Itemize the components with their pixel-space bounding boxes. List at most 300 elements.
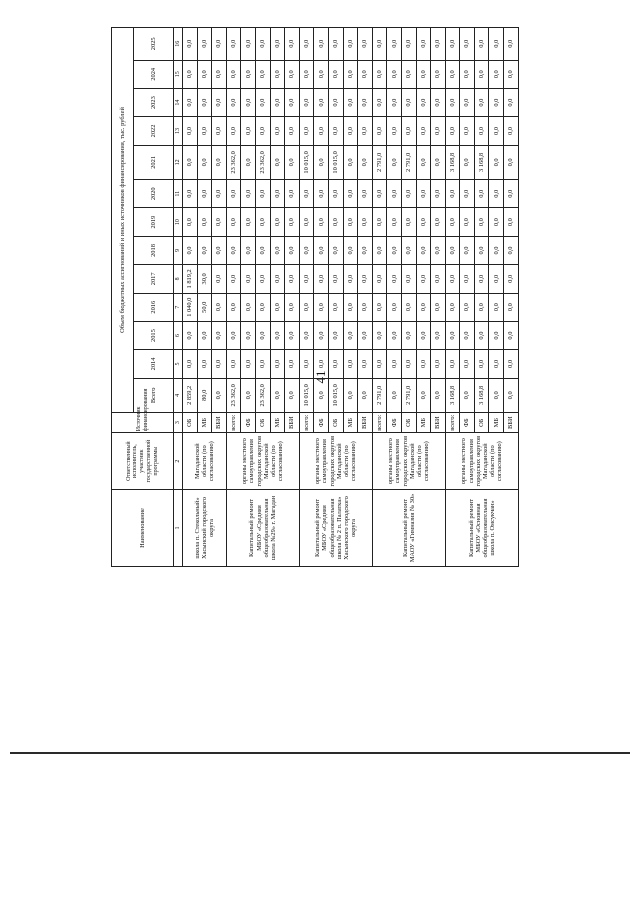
value-year: 0,0 (212, 321, 227, 349)
column-index: 14 (174, 88, 183, 116)
value-total: 0,0 (270, 378, 285, 412)
funding-source: ВБИ (504, 413, 519, 433)
value-year: 0,0 (270, 28, 285, 61)
header-year: 2019 (134, 208, 174, 236)
table-row (372, 28, 387, 567)
value-year: 0,0 (299, 28, 314, 61)
column-index: 13 (174, 117, 183, 145)
value-year: 0,0 (401, 236, 416, 264)
value-year: 0,0 (314, 145, 329, 179)
column-index: 5 (174, 350, 183, 378)
column-index: 4 (174, 378, 183, 412)
value-year: 0,0 (431, 350, 446, 378)
value-year: 0,0 (445, 60, 460, 88)
value-year: 0,0 (416, 321, 431, 349)
funding-source: МБ (416, 413, 431, 433)
value-year: 0,0 (372, 60, 387, 88)
value-year: 0,0 (212, 208, 227, 236)
value-year: 0,0 (504, 208, 519, 236)
value-year: 0,0 (241, 28, 256, 61)
value-year: 0,0 (183, 28, 198, 61)
value-year: 23 362,0 (226, 145, 241, 179)
value-year: 0,0 (270, 145, 285, 179)
executor-name: органы местного самоуправления городских округов Магаданской области (по согласованию) (445, 433, 518, 490)
value-year: 0,0 (489, 60, 504, 88)
index-row (174, 28, 183, 567)
value-year: 0,0 (372, 208, 387, 236)
value-year: 0,0 (387, 321, 402, 349)
value-year: 0,0 (358, 88, 373, 116)
value-year: 1 819,2 (183, 265, 198, 293)
value-year: 0,0 (299, 236, 314, 264)
value-year: 0,0 (285, 60, 300, 88)
object-name: Капитальный ремонт МБОУ «Средняя общеобразовательная школа № 2 п. Палатка» Хасынского городского округа (299, 490, 372, 567)
value-year: 0,0 (241, 350, 256, 378)
value-total: 0,0 (387, 378, 402, 412)
value-year: 0,0 (489, 88, 504, 116)
value-total: 2 859,2 (183, 378, 198, 412)
value-year: 0,0 (328, 321, 343, 349)
value-year: 0,0 (445, 28, 460, 61)
value-year: 0,0 (401, 180, 416, 208)
value-year: 30,0 (197, 265, 212, 293)
value-year: 0,0 (387, 60, 402, 88)
value-total: 0,0 (504, 378, 519, 412)
page-number: 41 (313, 370, 328, 384)
value-year: 0,0 (416, 88, 431, 116)
value-year: 0,0 (255, 60, 270, 88)
value-year: 3 168,8 (474, 145, 489, 179)
value-year: 0,0 (212, 145, 227, 179)
value-year: 0,0 (445, 293, 460, 321)
value-year: 0,0 (299, 60, 314, 88)
value-year: 0,0 (299, 180, 314, 208)
value-year: 0,0 (328, 350, 343, 378)
value-total: 0,0 (343, 378, 358, 412)
funding-source: всего: (445, 413, 460, 433)
value-year: 0,0 (285, 117, 300, 145)
value-year: 0,0 (212, 180, 227, 208)
value-year: 0,0 (474, 208, 489, 236)
value-year: 0,0 (504, 321, 519, 349)
value-year: 0,0 (197, 88, 212, 116)
value-year: 0,0 (401, 60, 416, 88)
value-year: 0,0 (474, 117, 489, 145)
header-source: Источник финансирования (112, 413, 174, 433)
value-year: 0,0 (504, 60, 519, 88)
value-year: 0,0 (474, 321, 489, 349)
value-year: 0,0 (183, 60, 198, 88)
value-year: 0,0 (387, 350, 402, 378)
value-year: 0,0 (343, 145, 358, 179)
value-year: 0,0 (474, 88, 489, 116)
value-year: 0,0 (445, 88, 460, 116)
executor-name: Магаданской области (по согласованию) (183, 433, 227, 490)
value-year: 0,0 (416, 236, 431, 264)
value-total: 0,0 (212, 378, 227, 412)
value-year: 0,0 (255, 208, 270, 236)
value-year: 0,0 (372, 236, 387, 264)
value-year: 0,0 (212, 88, 227, 116)
value-year: 0,0 (460, 321, 475, 349)
value-year: 0,0 (489, 180, 504, 208)
value-year: 0,0 (212, 117, 227, 145)
value-year: 0,0 (241, 236, 256, 264)
value-year: 0,0 (328, 208, 343, 236)
funding-source: МБ (197, 413, 212, 433)
value-year: 0,0 (226, 350, 241, 378)
value-year: 0,0 (387, 208, 402, 236)
value-year: 0,0 (372, 293, 387, 321)
funding-table (111, 27, 519, 567)
table-body (183, 28, 519, 567)
value-year: 0,0 (183, 321, 198, 349)
value-year: 0,0 (372, 321, 387, 349)
header-total: Всего (134, 378, 174, 412)
funding-source: ВБИ (212, 413, 227, 433)
value-year: 0,0 (197, 117, 212, 145)
value-year: 0,0 (255, 265, 270, 293)
value-year: 0,0 (241, 117, 256, 145)
column-index: 10 (174, 208, 183, 236)
value-year: 0,0 (372, 350, 387, 378)
value-year: 0,0 (431, 265, 446, 293)
value-year: 0,0 (460, 60, 475, 88)
value-year: 0,0 (285, 28, 300, 61)
value-total: 2 791,0 (401, 378, 416, 412)
header-executor: Ответственный исполнитель, участник государственной программы (112, 433, 174, 490)
value-year: 10 015,0 (328, 145, 343, 179)
value-year: 0,0 (241, 293, 256, 321)
value-year: 0,0 (504, 117, 519, 145)
value-year: 0,0 (226, 117, 241, 145)
value-year: 0,0 (445, 350, 460, 378)
value-total: 23 362,0 (255, 378, 270, 412)
value-year: 0,0 (431, 28, 446, 61)
value-year: 0,0 (270, 88, 285, 116)
value-year: 3 168,8 (445, 145, 460, 179)
value-year: 0,0 (183, 117, 198, 145)
column-index: 1 (174, 490, 183, 567)
value-year: 0,0 (504, 293, 519, 321)
value-year: 0,0 (328, 180, 343, 208)
value-year: 0,0 (226, 265, 241, 293)
value-year: 0,0 (416, 293, 431, 321)
value-total: 0,0 (460, 378, 475, 412)
value-year: 0,0 (314, 28, 329, 61)
value-year: 0,0 (372, 88, 387, 116)
value-year: 0,0 (401, 208, 416, 236)
value-year: 0,0 (226, 208, 241, 236)
value-year: 0,0 (241, 321, 256, 349)
value-year: 0,0 (212, 236, 227, 264)
value-year: 0,0 (226, 88, 241, 116)
table-row (226, 28, 241, 567)
value-year: 0,0 (241, 265, 256, 293)
value-year: 0,0 (474, 293, 489, 321)
value-year: 0,0 (241, 60, 256, 88)
value-year: 0,0 (212, 293, 227, 321)
funding-source: МБ (270, 413, 285, 433)
value-year: 0,0 (387, 117, 402, 145)
value-year: 0,0 (445, 117, 460, 145)
value-year: 0,0 (358, 145, 373, 179)
value-year: 0,0 (328, 293, 343, 321)
value-year: 0,0 (474, 265, 489, 293)
value-year: 0,0 (358, 293, 373, 321)
value-year: 0,0 (314, 293, 329, 321)
value-year: 0,0 (241, 180, 256, 208)
value-year: 0,0 (416, 60, 431, 88)
value-year: 0,0 (416, 145, 431, 179)
object-name: Капитальный ремонт МБОУ «Основная общеобразовательная школа п. Омсукчан» (445, 490, 518, 567)
column-index: 12 (174, 145, 183, 179)
funding-source: ОБ (401, 413, 416, 433)
funding-source: МБ (343, 413, 358, 433)
value-year: 2 791,0 (401, 145, 416, 179)
value-total: 0,0 (314, 378, 329, 412)
value-total: 23 362,0 (226, 378, 241, 412)
value-year: 0,0 (474, 28, 489, 61)
value-total: 0,0 (489, 378, 504, 412)
value-year: 0,0 (504, 28, 519, 61)
value-year: 0,0 (197, 321, 212, 349)
header-year: 2022 (134, 117, 174, 145)
value-year: 0,0 (314, 350, 329, 378)
value-year: 0,0 (401, 293, 416, 321)
value-total: 0,0 (285, 378, 300, 412)
value-year: 0,0 (197, 28, 212, 61)
value-year: 0,0 (416, 28, 431, 61)
column-index: 15 (174, 60, 183, 88)
value-year: 0,0 (358, 60, 373, 88)
value-year: 0,0 (343, 28, 358, 61)
value-year: 0,0 (460, 180, 475, 208)
value-year: 0,0 (358, 180, 373, 208)
value-year: 0,0 (212, 265, 227, 293)
value-year: 0,0 (504, 180, 519, 208)
value-year: 0,0 (460, 145, 475, 179)
value-total: 2 791,0 (372, 378, 387, 412)
value-year: 0,0 (489, 265, 504, 293)
value-year: 0,0 (197, 208, 212, 236)
value-year: 0,0 (343, 117, 358, 145)
value-year: 0,0 (270, 293, 285, 321)
value-year: 0,0 (314, 236, 329, 264)
funding-source: ФБ (460, 413, 475, 433)
header-year: 2020 (134, 180, 174, 208)
value-year: 0,0 (343, 321, 358, 349)
value-year: 0,0 (183, 88, 198, 116)
value-year: 0,0 (299, 293, 314, 321)
value-year: 0,0 (343, 88, 358, 116)
table-row (299, 28, 314, 567)
value-year: 0,0 (401, 117, 416, 145)
value-year: 0,0 (445, 208, 460, 236)
value-year: 0,0 (401, 88, 416, 116)
value-year: 0,0 (358, 28, 373, 61)
value-year: 0,0 (460, 117, 475, 145)
value-year: 0,0 (504, 88, 519, 116)
value-year: 0,0 (431, 60, 446, 88)
value-year: 0,0 (372, 28, 387, 61)
value-year: 0,0 (460, 28, 475, 61)
value-year: 0,0 (416, 265, 431, 293)
header-year: 2024 (134, 60, 174, 88)
value-year: 0,0 (358, 321, 373, 349)
value-year: 0,0 (270, 321, 285, 349)
value-total: 3 168,8 (445, 378, 460, 412)
value-year: 0,0 (387, 265, 402, 293)
column-index: 7 (174, 293, 183, 321)
value-year: 10 015,0 (299, 145, 314, 179)
value-year: 0,0 (460, 88, 475, 116)
header-year: 2014 (134, 350, 174, 378)
value-year: 0,0 (401, 350, 416, 378)
value-year: 0,0 (183, 236, 198, 264)
value-year: 0,0 (299, 208, 314, 236)
value-year: 0,0 (343, 180, 358, 208)
column-index: 2 (174, 433, 183, 490)
value-total: 3 168,8 (474, 378, 489, 412)
header-year: 2018 (134, 236, 174, 264)
column-index: 16 (174, 28, 183, 61)
value-year: 0,0 (416, 117, 431, 145)
value-year: 0,0 (285, 208, 300, 236)
value-year: 0,0 (387, 180, 402, 208)
object-name: школа п. Стекольный» Хасынский городского округа (183, 490, 227, 567)
value-total: 0,0 (358, 378, 373, 412)
value-year: 0,0 (387, 293, 402, 321)
value-year: 0,0 (416, 208, 431, 236)
value-year: 0,0 (489, 28, 504, 61)
value-year: 0,0 (445, 321, 460, 349)
value-year: 50,0 (197, 293, 212, 321)
executor-name: органы местного самоуправления городских округов Магаданской области (по согласованию) (372, 433, 445, 490)
value-year: 0,0 (183, 145, 198, 179)
value-year: 0,0 (489, 293, 504, 321)
value-year: 0,0 (226, 60, 241, 88)
value-year: 0,0 (314, 180, 329, 208)
value-total: 0,0 (416, 378, 431, 412)
value-year: 0,0 (445, 180, 460, 208)
table-row (183, 28, 198, 567)
value-year: 0,0 (285, 293, 300, 321)
value-year: 0,0 (489, 236, 504, 264)
header-year: 2021 (134, 145, 174, 179)
funding-source: ВБИ (285, 413, 300, 433)
object-name: Капитальный ремонт МБОУ «Средняя общеобразовательная школа №29» г. Магадан (226, 490, 299, 567)
funding-source: ВБИ (431, 413, 446, 433)
funding-source: ФБ (387, 413, 402, 433)
header-year: 2023 (134, 88, 174, 116)
scan-border-line (10, 752, 630, 754)
value-year: 0,0 (183, 208, 198, 236)
value-year: 0,0 (416, 350, 431, 378)
column-index: 9 (174, 236, 183, 264)
value-year: 0,0 (212, 350, 227, 378)
value-year: 0,0 (343, 265, 358, 293)
funding-source: всего: (299, 413, 314, 433)
value-year: 0,0 (431, 208, 446, 236)
value-year: 0,0 (445, 236, 460, 264)
value-year: 0,0 (226, 321, 241, 349)
value-year: 0,0 (343, 236, 358, 264)
value-year: 0,0 (328, 265, 343, 293)
value-year: 0,0 (343, 293, 358, 321)
value-year: 0,0 (314, 117, 329, 145)
value-year: 0,0 (343, 60, 358, 88)
value-year: 0,0 (431, 293, 446, 321)
funding-source: ОБ (328, 413, 343, 433)
value-year: 0,0 (299, 88, 314, 116)
value-year: 0,0 (270, 350, 285, 378)
value-year: 0,0 (241, 88, 256, 116)
value-total: 0,0 (431, 378, 446, 412)
value-year: 0,0 (358, 350, 373, 378)
value-year: 0,0 (504, 265, 519, 293)
value-year: 0,0 (431, 88, 446, 116)
value-year: 0,0 (255, 117, 270, 145)
value-year: 0,0 (255, 88, 270, 116)
value-year: 0,0 (314, 321, 329, 349)
value-year: 0,0 (299, 117, 314, 145)
executor-name: органы местного самоуправления городских округов Магаданской области (по согласованию) (226, 433, 299, 490)
header-year: 2016 (134, 293, 174, 321)
executor-name: органы местного самоуправления городских округов Магаданской области (по согласованию) (299, 433, 372, 490)
funding-source: ОБ (255, 413, 270, 433)
value-year: 0,0 (489, 117, 504, 145)
value-year: 0,0 (285, 180, 300, 208)
value-year: 0,0 (270, 117, 285, 145)
value-year: 0,0 (328, 60, 343, 88)
value-year: 0,0 (197, 180, 212, 208)
column-index: 6 (174, 321, 183, 349)
value-year: 2 791,0 (372, 145, 387, 179)
value-year: 0,0 (504, 236, 519, 264)
value-year: 0,0 (358, 117, 373, 145)
value-total: 0,0 (241, 378, 256, 412)
column-index: 8 (174, 265, 183, 293)
value-year: 0,0 (445, 265, 460, 293)
value-year: 0,0 (431, 145, 446, 179)
value-year: 0,0 (226, 28, 241, 61)
value-year: 0,0 (474, 350, 489, 378)
value-year: 0,0 (314, 88, 329, 116)
value-year: 0,0 (226, 180, 241, 208)
value-year: 0,0 (372, 180, 387, 208)
header-funding-group: Объем бюджетных ассигнований и иных источников финансирования, тыс. рублей (112, 28, 134, 413)
value-year: 0,0 (387, 88, 402, 116)
value-year: 0,0 (431, 117, 446, 145)
value-year: 0,0 (183, 350, 198, 378)
header-year: 2017 (134, 265, 174, 293)
value-year: 0,0 (197, 60, 212, 88)
header-year: 2025 (134, 28, 174, 61)
header-name: Наименование (112, 490, 174, 567)
value-year: 0,0 (504, 350, 519, 378)
funding-source: ФБ (241, 413, 256, 433)
rotated-table-frame (111, 27, 519, 567)
value-year: 0,0 (328, 88, 343, 116)
value-year: 0,0 (358, 236, 373, 264)
value-year: 0,0 (285, 265, 300, 293)
value-year: 0,0 (226, 236, 241, 264)
value-year: 0,0 (314, 60, 329, 88)
funding-source: ОБ (474, 413, 489, 433)
value-year: 0,0 (328, 236, 343, 264)
object-name: Капитальный ремонт МАОУ «Гимназия № 30» (372, 490, 445, 567)
